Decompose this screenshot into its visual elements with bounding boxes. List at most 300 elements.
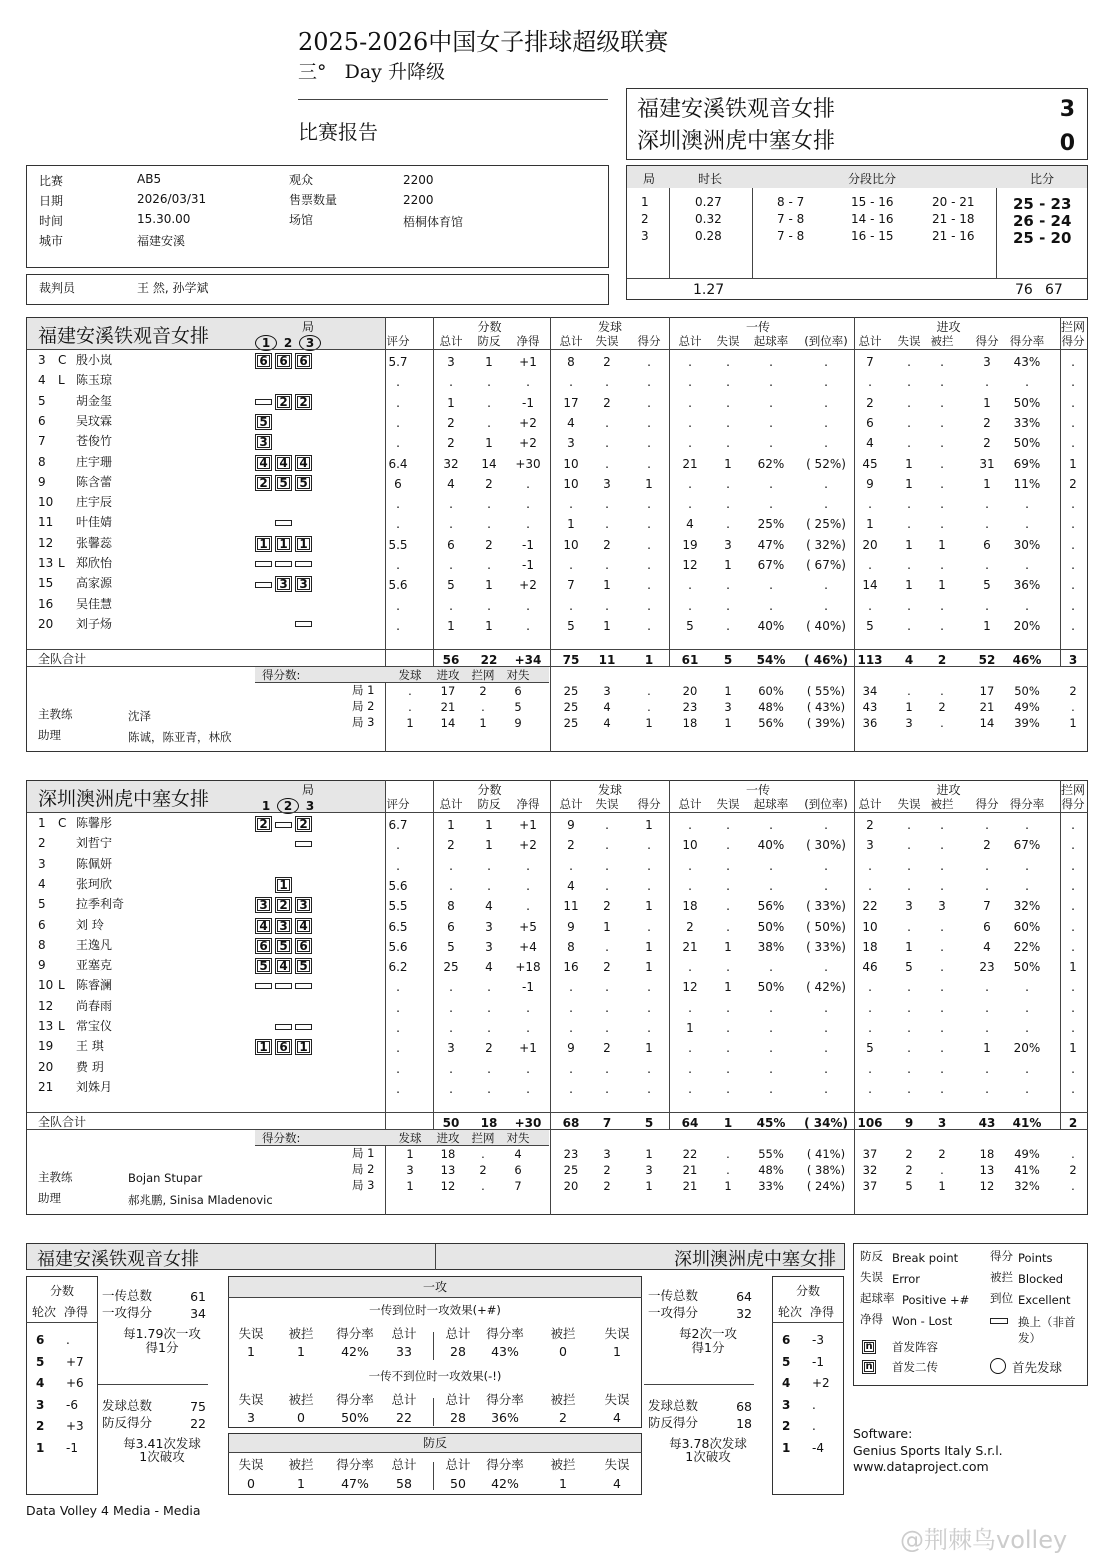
- starting-position-box: 4: [255, 918, 272, 934]
- stat-cell: .: [769, 1041, 773, 1056]
- stat-cell: .: [769, 598, 773, 613]
- counter-attack-value: 58: [396, 1476, 412, 1491]
- stat-cell: .: [1025, 818, 1029, 832]
- team-total-cell: 75: [562, 653, 580, 668]
- points-head: 对失: [506, 668, 530, 683]
- stat-cell: 56%: [757, 899, 785, 914]
- match-info-value: 梧桐体育馆: [403, 215, 464, 229]
- stat-cell: .: [605, 517, 609, 532]
- first-attack-head: 失误: [604, 1326, 630, 1341]
- set-stat-cell: 2: [938, 700, 946, 715]
- stat-cell: -1: [522, 395, 534, 410]
- stat-cell: .: [487, 1061, 491, 1076]
- stat-cell: -1: [522, 980, 534, 995]
- set-stat-cell: 18: [682, 716, 698, 731]
- stat-cell: .: [396, 517, 400, 532]
- stat-cell: .: [907, 980, 911, 995]
- stat-cell: .: [647, 415, 651, 430]
- stat-cell: .: [868, 598, 872, 613]
- rotation-net: .: [812, 1397, 816, 1412]
- team-total-cell: 3: [937, 1116, 947, 1131]
- stat-cell: +2: [519, 436, 537, 451]
- starting-position-box: 1: [295, 1039, 312, 1055]
- col-head: 得分率: [1009, 334, 1045, 348]
- set-row-p1: 7 - 8: [777, 212, 805, 226]
- stat-cell: .: [396, 838, 400, 853]
- sideout-points-label: 一攻得分: [102, 1305, 153, 1320]
- team-total-cell: 3: [1068, 653, 1078, 668]
- starting-position-box: 1: [255, 536, 272, 552]
- col-head: 防反: [477, 797, 501, 811]
- break-ratio-note: 每3.78次发球: [669, 1436, 747, 1451]
- stat-cell: 1: [983, 1041, 991, 1056]
- legend-starting-box: n: [862, 1338, 879, 1354]
- stat-cell: .: [449, 1081, 453, 1096]
- stat-cell: .: [769, 1061, 773, 1076]
- set-row-label: 局 3: [352, 715, 375, 730]
- stat-cell: .: [940, 415, 944, 430]
- legend-starting: 首发阵容: [892, 1340, 938, 1354]
- stat-cell: .: [726, 355, 730, 369]
- match-info-label: 场馆: [289, 213, 314, 227]
- counter-attack-value: 0: [247, 1476, 255, 1491]
- col-group-block: 拦网: [1060, 320, 1085, 334]
- stat-cell: 1: [905, 456, 913, 471]
- stat-cell: .: [487, 415, 491, 430]
- team-total-cell: ( 34%): [804, 1116, 848, 1131]
- stat-cell: .: [726, 436, 730, 451]
- stat-cell: .: [688, 497, 692, 512]
- player-set-boxes: [255, 455, 315, 471]
- player-number: 3: [38, 856, 46, 871]
- stat-cell: 9: [567, 1041, 575, 1056]
- stat-cell: 1: [603, 618, 611, 633]
- player-number: 15: [38, 576, 54, 591]
- break-points-label: 防反得分: [102, 1415, 153, 1430]
- rotation-title: 分数: [795, 1284, 820, 1298]
- player-name: 费 玥: [76, 1059, 104, 1074]
- player-set-boxes: [255, 1060, 315, 1074]
- rotation-number: 3: [782, 1397, 791, 1412]
- stat-cell: .: [907, 375, 911, 390]
- player-set-boxes: [255, 1080, 315, 1094]
- stat-cell: .: [449, 858, 453, 873]
- stat-cell: ( 33%): [806, 939, 846, 954]
- stat-cell: 9: [567, 818, 575, 832]
- stat-cell: .: [487, 1000, 491, 1015]
- stat-cell: .: [605, 1061, 609, 1076]
- stat-cell: .: [985, 1061, 989, 1076]
- starting-position-box: 5: [295, 958, 312, 974]
- stat-cell: 1: [645, 899, 653, 914]
- first-attack-value: 0: [297, 1410, 305, 1425]
- legend-meaning: Points: [1018, 1251, 1053, 1265]
- sets-table: [626, 165, 1088, 300]
- set-stat-cell: .: [1071, 1147, 1075, 1162]
- first-attack-head: 得分率: [486, 1326, 524, 1341]
- team-total-cell: 61: [681, 653, 699, 668]
- stat-cell: 6.2: [388, 960, 408, 975]
- stat-cell: 6.7: [388, 818, 408, 832]
- stat-cell: .: [985, 818, 989, 832]
- substitute-marker: [255, 582, 272, 588]
- stat-cell: .: [526, 375, 530, 390]
- stat-cell: 5.6: [388, 578, 408, 593]
- stat-cell: .: [396, 980, 400, 995]
- stat-cell: .: [769, 415, 773, 430]
- set-row-set: 2: [641, 212, 649, 226]
- first-attack-value: 1: [613, 1344, 621, 1359]
- set-stat-cell: .: [1071, 700, 1075, 715]
- stat-cell: 10: [563, 456, 579, 471]
- stat-cell: 23: [979, 960, 995, 975]
- stat-cell: 4: [866, 436, 874, 451]
- set-row-time: 0.27: [695, 195, 722, 209]
- team-total-cell: +34: [514, 653, 542, 668]
- stat-cell: .: [688, 395, 692, 410]
- starting-position-box: 5: [275, 938, 292, 954]
- stat-cell: 5: [686, 618, 694, 633]
- team-total-cell: 68: [562, 1116, 580, 1131]
- starting-position-box: 1: [295, 536, 312, 552]
- stat-cell: .: [1071, 838, 1075, 853]
- stat-cell: 1: [645, 1041, 653, 1056]
- stat-cell: .: [569, 1000, 573, 1015]
- col-head: 得分: [1061, 334, 1085, 348]
- stat-cell: .: [907, 858, 911, 873]
- stat-cell: 36%: [1013, 578, 1041, 593]
- match-info-label: 比赛: [39, 174, 64, 188]
- player-number: 12: [38, 535, 54, 550]
- rotation-net: -4: [812, 1440, 824, 1455]
- footer: Data Volley 4 Media - Media: [26, 1503, 201, 1518]
- stat-cell: .: [647, 1061, 651, 1076]
- col-head: 总计: [858, 334, 882, 348]
- stat-cell: .: [647, 456, 651, 471]
- starting-position-box: 4: [295, 455, 312, 471]
- stat-cell: .: [940, 980, 944, 995]
- player-name: 高家源: [76, 576, 113, 591]
- stat-cell: .: [647, 578, 651, 593]
- stat-cell: .: [726, 497, 730, 512]
- player-set-boxes: [255, 353, 315, 369]
- col-head: 失误: [897, 797, 921, 811]
- stat-cell: 2: [447, 838, 455, 853]
- stat-cell: 5: [567, 618, 575, 633]
- stat-cell: .: [868, 858, 872, 873]
- set-number: 1: [255, 335, 277, 351]
- stat-cell: .: [940, 618, 944, 633]
- stat-cell: .: [1025, 497, 1029, 512]
- set-stat-cell: 49%: [1014, 700, 1040, 715]
- stat-cell: .: [487, 375, 491, 390]
- stat-cell: .: [605, 456, 609, 471]
- sets-total-time: 1.27: [693, 282, 725, 298]
- player-set-boxes: [255, 617, 315, 631]
- set-stat-cell: 13: [979, 1163, 995, 1178]
- stat-cell: .: [396, 1041, 400, 1056]
- stat-cell: 22%: [1013, 939, 1041, 954]
- player-set-boxes: [255, 1039, 315, 1055]
- stat-cell: .: [487, 980, 491, 995]
- set-stat-cell: .: [940, 716, 944, 731]
- team-total-cell: 18: [480, 1116, 498, 1131]
- col-head: 得分率: [1009, 797, 1045, 811]
- serve-total-label: 发球总数: [648, 1398, 699, 1413]
- player-name: 张珂欣: [76, 876, 113, 891]
- set-row-label: 局 3: [352, 1178, 375, 1193]
- player-name: 叶佳婧: [76, 515, 113, 530]
- serve-total-value: 68: [736, 1399, 752, 1414]
- stat-cell: 4: [485, 899, 493, 914]
- player-name: 张馨蕊: [76, 535, 113, 550]
- stat-cell: +30: [515, 456, 541, 471]
- substitute-marker: [275, 561, 292, 567]
- stat-cell: .: [940, 598, 944, 613]
- points-head: 发球: [398, 668, 422, 683]
- stat-cell: .: [726, 818, 730, 832]
- stat-cell: +1: [519, 355, 537, 369]
- col-group-set: 局: [302, 320, 315, 334]
- stat-cell: 1: [485, 355, 493, 369]
- stat-cell: ( 67%): [806, 558, 846, 572]
- starting-position-box: 4: [275, 455, 292, 471]
- set-stat-cell: .: [1071, 1179, 1075, 1194]
- stat-cell: .: [940, 456, 944, 471]
- stat-cell: .: [1071, 618, 1075, 633]
- counter-attack-value: 47%: [341, 1476, 369, 1491]
- stat-cell: 14: [862, 578, 878, 593]
- stat-cell: -1: [522, 537, 534, 552]
- match-info-value: 2200: [403, 193, 434, 207]
- first-attack-value: 36%: [491, 1410, 519, 1425]
- stat-cell: 4: [447, 476, 455, 491]
- stat-cell: 5: [866, 618, 874, 633]
- bottom-home-name: 福建安溪铁观音女排: [37, 1249, 199, 1270]
- stat-cell: 5.7: [388, 355, 408, 369]
- stat-cell: 10: [563, 476, 579, 491]
- stat-cell: .: [605, 1021, 609, 1035]
- stat-cell: .: [1071, 818, 1075, 832]
- legend-meaning: Won - Lost: [892, 1314, 953, 1328]
- stat-cell: .: [907, 618, 911, 633]
- first-attack-head: 失误: [238, 1326, 264, 1341]
- set-stat-cell: 23: [682, 700, 698, 715]
- stat-cell: 11%: [1013, 476, 1041, 491]
- stat-cell: 5.6: [388, 939, 408, 954]
- set-stat-cell: 2: [905, 1163, 913, 1178]
- stat-cell: .: [985, 497, 989, 512]
- col-group-block: 拦网: [1060, 783, 1085, 797]
- stat-cell: 1: [447, 618, 455, 633]
- stat-cell: .: [1071, 395, 1075, 410]
- set-row-p1: 7 - 8: [777, 229, 805, 243]
- set-stat-cell: 21: [682, 1179, 698, 1194]
- set-number: 2: [277, 798, 299, 814]
- stat-cell: .: [868, 980, 872, 995]
- set-stat-cell: 60%: [758, 684, 784, 699]
- team-total-cell: 7: [602, 1116, 612, 1131]
- sideout-points-value: 34: [190, 1306, 206, 1321]
- set-stat-cell: ( 43%): [806, 700, 846, 715]
- stat-cell: .: [1025, 858, 1029, 873]
- stat-cell: 14: [481, 456, 497, 471]
- stat-cell: ( 52%): [806, 456, 846, 471]
- col-head: 净得: [516, 334, 540, 348]
- stat-cell: .: [396, 375, 400, 390]
- player-set-boxes: [255, 999, 315, 1013]
- counter-attack-value: 50: [450, 1476, 466, 1491]
- set-points-cell: 3: [406, 1163, 414, 1178]
- stat-cell: 12: [682, 980, 698, 995]
- player-set-boxes: [255, 958, 315, 974]
- col-head: 得分: [1061, 797, 1085, 811]
- set-row-label: 局 1: [352, 683, 375, 698]
- stat-cell: .: [940, 1041, 944, 1056]
- col-group-set: 局: [302, 783, 315, 797]
- stat-cell: .: [769, 355, 773, 369]
- rotation-number: 1: [36, 1440, 45, 1455]
- stat-cell: 2: [603, 355, 611, 369]
- first-attack-value: 28: [450, 1344, 466, 1359]
- player-name: 吴佳慧: [76, 596, 113, 611]
- first-attack-value: 1: [297, 1344, 305, 1359]
- rotation-number: 5: [782, 1354, 791, 1369]
- starting-position-box: 3: [295, 897, 312, 913]
- stat-cell: .: [526, 497, 530, 512]
- stat-cell: 3: [567, 436, 575, 451]
- stat-cell: .: [824, 1000, 828, 1015]
- counter-attack-head: 失误: [604, 1457, 630, 1472]
- set-stat-cell: 3: [724, 700, 732, 715]
- stat-cell: 1: [866, 517, 874, 532]
- set-points-cell: 4: [514, 1147, 522, 1162]
- first-attack-head: 失误: [238, 1392, 264, 1407]
- stat-cell: 20%: [1013, 618, 1041, 633]
- stat-cell: .: [726, 919, 730, 934]
- set-points-cell: 12: [440, 1179, 456, 1194]
- set-row-p3: 20 - 21: [932, 195, 975, 209]
- stat-cell: .: [396, 558, 400, 572]
- counter-attack-head: 总计: [391, 1457, 417, 1472]
- stat-cell: 69%: [1013, 456, 1041, 471]
- starting-position-box: 3: [275, 576, 292, 592]
- set-stat-cell: ( 41%): [806, 1147, 846, 1162]
- stat-cell: .: [569, 1061, 573, 1076]
- player-role: L: [58, 1019, 65, 1033]
- col-head: 总计: [439, 797, 463, 811]
- legend-meaning: Break point: [892, 1251, 959, 1265]
- stat-cell: .: [569, 1021, 573, 1035]
- stat-cell: 1: [724, 558, 732, 572]
- player-number: 21: [38, 1079, 54, 1094]
- stat-cell: ( 30%): [806, 838, 846, 853]
- stat-cell: .: [605, 939, 609, 954]
- stat-cell: 7: [983, 899, 991, 914]
- stat-cell: .: [605, 980, 609, 995]
- day-title: 三° Day 升降级: [298, 61, 445, 83]
- col-head: 总计: [559, 334, 583, 348]
- first-attack-head: 被拦: [288, 1392, 314, 1407]
- stat-cell: 8: [567, 939, 575, 954]
- stat-cell: 10: [862, 919, 878, 934]
- stat-cell: .: [605, 1000, 609, 1015]
- stat-cell: 1: [1069, 1041, 1077, 1056]
- first-attack-head: 得分率: [336, 1392, 374, 1407]
- legend-meaning: Excellent: [1018, 1293, 1071, 1307]
- rotation-net: -1: [66, 1440, 78, 1455]
- stat-cell: 1: [645, 818, 653, 832]
- rotation-number: 5: [36, 1354, 45, 1369]
- substitute-marker: [295, 621, 312, 627]
- stat-cell: .: [647, 1081, 651, 1096]
- team-total-cell: 56: [442, 653, 460, 668]
- team-total-cell: +30: [514, 1116, 542, 1131]
- stat-cell: .: [985, 980, 989, 995]
- stat-cell: .: [647, 618, 651, 633]
- stat-cell: .: [487, 517, 491, 532]
- counter-attack-value: 1: [559, 1476, 567, 1491]
- stat-cell: 50%: [757, 919, 785, 934]
- stat-cell: .: [726, 960, 730, 975]
- stat-cell: 2: [603, 960, 611, 975]
- stat-cell: 5.5: [388, 537, 408, 552]
- col-head: 总计: [439, 334, 463, 348]
- stat-cell: .: [907, 517, 911, 532]
- stat-cell: .: [1025, 1061, 1029, 1076]
- stat-cell: .: [769, 858, 773, 873]
- team-total-cell: 2: [937, 653, 947, 668]
- stat-cell: .: [769, 1021, 773, 1035]
- stat-cell: .: [769, 1000, 773, 1015]
- stat-cell: .: [940, 1081, 944, 1096]
- stat-cell: 60%: [1013, 919, 1041, 934]
- set-stat-cell: 21: [979, 700, 995, 715]
- match-info-value: 2200: [403, 173, 434, 187]
- stat-cell: 8: [447, 899, 455, 914]
- rotation-net: -1: [812, 1354, 824, 1369]
- set-stat-cell: 2: [603, 1163, 611, 1178]
- rotation-net: -3: [812, 1333, 824, 1347]
- first-attack-value: 3: [247, 1410, 255, 1425]
- stat-cell: 6.5: [388, 919, 408, 934]
- starting-position-box: 2: [255, 816, 272, 832]
- stat-cell: 1: [1069, 960, 1077, 975]
- starting-position-box: 2: [255, 475, 272, 491]
- bottom-away-name: 深圳澳洲虎中塞女排: [674, 1249, 836, 1270]
- player-number: 9: [38, 474, 46, 489]
- stat-cell: .: [1025, 517, 1029, 532]
- col-head: 得分: [975, 334, 999, 348]
- stat-cell: 1: [686, 1021, 694, 1035]
- player-number: 5: [38, 897, 46, 912]
- stat-cell: .: [907, 558, 911, 572]
- stat-cell: .: [487, 497, 491, 512]
- stat-cell: .: [907, 818, 911, 832]
- substitute-marker: [295, 1024, 312, 1030]
- referee-value: 王 然, 孙学斌: [137, 281, 209, 295]
- stat-cell: .: [726, 618, 730, 633]
- first-attack-head: 总计: [445, 1392, 471, 1407]
- set-stat-cell: 1: [645, 1147, 653, 1162]
- sideout-ratio-note: 得1分: [691, 1340, 725, 1355]
- stat-cell: 1: [905, 939, 913, 954]
- stat-cell: .: [769, 476, 773, 491]
- stat-cell: 32%: [1013, 899, 1041, 914]
- player-name: 陈玉琼: [76, 373, 113, 388]
- stat-cell: .: [1071, 497, 1075, 512]
- stat-cell: 62%: [757, 456, 785, 471]
